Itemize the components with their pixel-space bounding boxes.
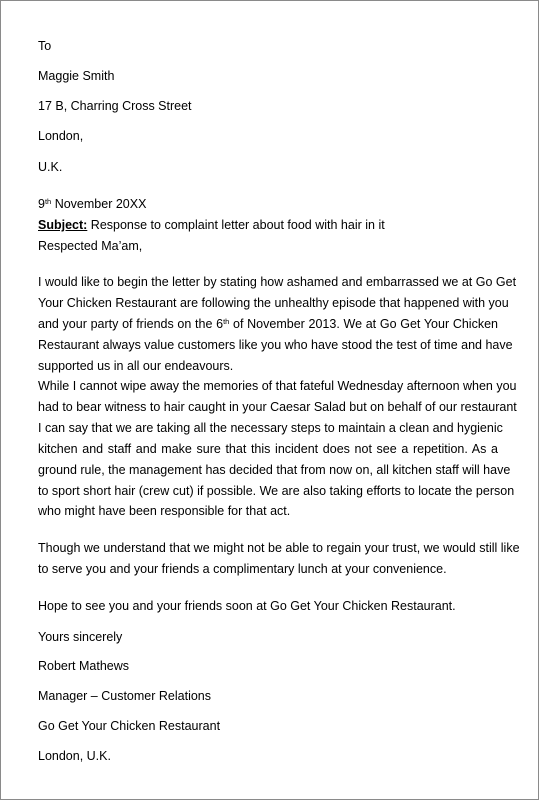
sender-name: Robert Mathews	[38, 659, 130, 673]
date-rest: November 20XX	[51, 197, 147, 211]
paragraph-3-line: Though we understand that we might not be able to regain your trust, we would still like	[38, 541, 520, 555]
paragraph-3-line: to serve you and your friends a complimentary lunch at your convenience.	[38, 562, 447, 576]
paragraph-1-line: Restaurant always value customers like you who have stood the test of time and have	[38, 338, 513, 352]
p1-line3-after: of November 2013. We at Go Get Your Chicken	[229, 317, 498, 331]
subject-line	[38, 217, 385, 233]
sender-company: Go Get Your Chicken Restaurant	[38, 719, 221, 733]
recipient-to: To	[38, 39, 52, 53]
paragraph-1-line	[38, 316, 498, 332]
paragraph-2-line: to sport short hair (crew cut) if possible. We are also taking efforts to locate the person	[38, 484, 515, 498]
paragraph-2-line: had to bear witness to hair caught in your Caesar Salad but on behalf of our restaurant	[38, 400, 517, 414]
paragraph-2-line: who might have been responsible for that act.	[38, 504, 291, 518]
paragraph-2-line: I can say that we are taking all the necessary steps to maintain a clean and hygienic	[38, 421, 503, 435]
paragraph-2-line: kitchen and staff and make sure that this incident does not see a repetition. As a	[38, 442, 498, 456]
paragraph-2-line: ground rule, the management has decided that from now on, all kitchen staff will have	[38, 463, 511, 477]
sender-title: Manager – Customer Relations	[38, 689, 211, 703]
recipient-country: U.K.	[38, 160, 63, 174]
salutation: Respected Ma’am,	[38, 239, 143, 253]
paragraph-1-line: supported us in all our endeavours.	[38, 359, 234, 373]
subject-text: Response to complaint letter about food with hair in it	[87, 218, 385, 232]
recipient-street: 17 B, Charring Cross Street	[38, 99, 192, 113]
recipient-city: London,	[38, 129, 84, 143]
sender-location: London, U.K.	[38, 749, 111, 763]
date-day: 9	[38, 197, 45, 211]
sign-off: Yours sincerely	[38, 630, 123, 644]
paragraph-1-line: Your Chicken Restaurant are following the unhealthy episode that happened with you	[38, 296, 509, 310]
subject-label: Subject:	[38, 218, 88, 232]
letter-date	[38, 196, 146, 212]
p1-line3-suffix: th	[223, 317, 230, 326]
date-day-suffix: th	[44, 197, 52, 206]
recipient-name: Maggie Smith	[38, 69, 115, 83]
p1-line3-before: and your party of friends on the 6	[38, 317, 224, 331]
closing-line: Hope to see you and your friends soon at Go Get Your Chicken Restaurant.	[38, 599, 456, 613]
paragraph-1-line: I would like to begin the letter by stating how ashamed and embarrassed we at Go Get	[38, 275, 517, 289]
paragraph-2-line: While I cannot wipe away the memories of that fateful Wednesday afternoon when you	[38, 379, 517, 393]
